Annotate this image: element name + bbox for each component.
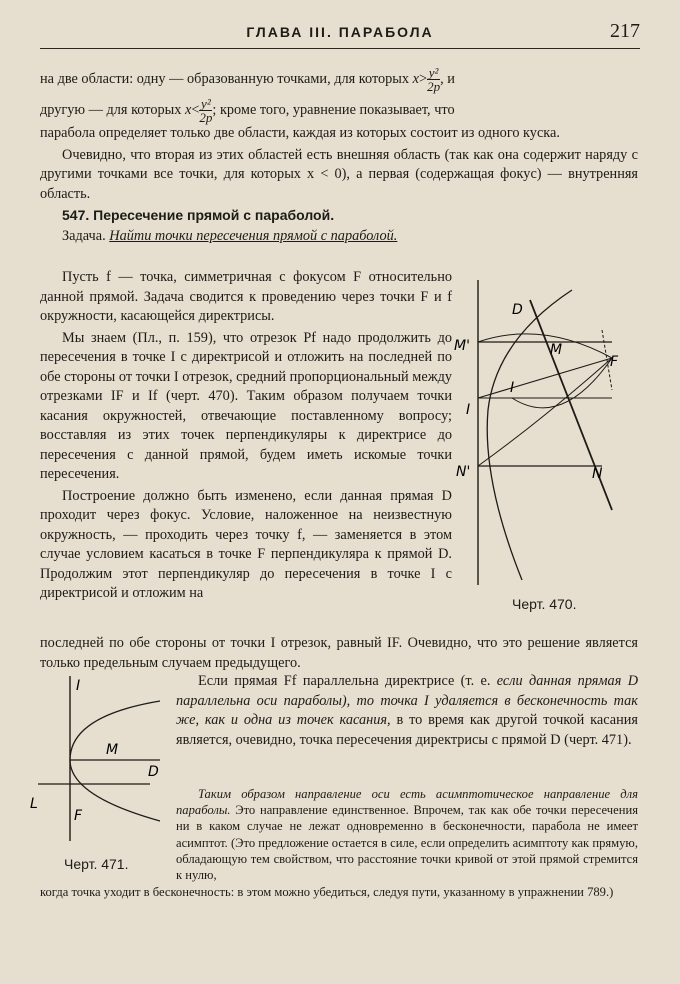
p1-line1b: и — [447, 70, 455, 87]
column-left-470 — [40, 268, 452, 604]
paragraph-2: Очевидно, что вторая из этих областей есть внешняя область (так как она содержит наряду с другими точками все точки, для которых x < 0), а первая (содержащая фокус) — внутренняя область. — [40, 146, 638, 202]
paragraph-4: Мы знаем (Пл., п. 159), что отрезок Pf надо продолжить до пересечения в точке I с директрисой и отложить на последней по обе стороны от точки I отрезок, средний пропорциональный между отрезками IF и If (черт. 470). Таким образом получаем точки касания окружностей, отвечающие поставленному вопросу; восставляя из этих точек перпендикуляры к директрисе до пересечения с данной прямой, будем иметь искомые точки пересечения. — [40, 329, 452, 482]
p1-line1a: на две области: одну — образованную точками, для которых — [40, 70, 410, 87]
p1-line2a: другую — для которых — [40, 101, 182, 118]
label-d-471: D — [148, 764, 159, 780]
task-label: Задача. — [62, 227, 106, 244]
label-i-left: I — [466, 402, 471, 418]
p6-a: Если прямая Ff параллельна директрисе (т. е. — [198, 673, 491, 689]
figure-470 — [452, 280, 652, 590]
label-l-471: L — [30, 796, 38, 812]
paragraph-5-continued — [40, 634, 638, 673]
label-m-471: M — [106, 742, 119, 758]
p1-line2b: кроме того, уравнение показывает, что — [219, 101, 455, 118]
caption-470: Черт. 470. — [512, 596, 577, 612]
page-header — [40, 18, 640, 49]
label-d: D — [512, 302, 523, 318]
section-title: 547. Пересечение прямой с параболой. — [62, 207, 335, 223]
caption-471: Черт. 471. — [64, 856, 129, 872]
segment-if — [478, 358, 612, 398]
column-right-471 — [176, 672, 638, 750]
parabola-471 — [70, 701, 160, 821]
p6-b: в то время как другой точкой касания является, очевидно, точка пересечения директрисы с прямой D (черт. 471). — [176, 712, 638, 748]
label-m-prime: M' — [454, 338, 470, 354]
paragraph-1: на две области: одну — образованную точками, для которых x> $\frac{\text{y²}}{2p}$ , и другую — для которых x< $\frac{\text{y²}}{2p}$ ; кроме того, уравнение показывает, что парабола определяет только две области, каждая из которых состоит из одного куска. Очевидно, что вторая из этих областей есть внешняя область (так как она содержит наряду с другими точками все точки, для которых x < 0), а первая (содержащая фокус) — внутренняя область. 547. Пересечение прямой с параболой. Задача. Найти точки пересечения прямой с параболой. — [40, 65, 638, 244]
paragraph-5: Построение должно быть изменено, если данная прямая D проходит через фокус. Условие, наложенное на неизвестную окружность, — проходить через точку f, — заменяется в этом случае условием касаться в точке F перпендикуляра к прямой D. Продолжим этот перпендикуляр до пересечения в точке I с директрисой и отложим на — [40, 487, 452, 601]
fraction-2: $\frac{\text{y²}}{2p}$ — [199, 96, 213, 125]
paragraph-3: Пусть f — точка, симметричная с фокусом F относительно данной прямой. Задача сводится к проведению через точки F и f окружности, касающейся директрисы. — [40, 269, 452, 324]
circle-arc-2 — [478, 358, 612, 466]
label-n: N — [592, 466, 603, 482]
label-m: M — [550, 342, 563, 358]
figure-471 — [30, 676, 170, 856]
p5-full: последней по обе стороны от точки I отрезок, равный IF. Очевидно, что это решение является только предельным случаем предыдущего. — [40, 635, 638, 671]
p1-rest: парабола определяет только две области, каждая из которых состоит из одного куска. — [40, 125, 560, 141]
fraction-1: $\frac{\text{y²}}{2p}$ — [427, 65, 441, 94]
label-n-prime: N' — [456, 464, 471, 480]
small-full: когда точка уходит в бесконечность: в этом можно убедиться, следуя пути, указанному в упражнении 789.) — [40, 885, 614, 899]
small-rest: Это направление единственное. Впрочем, так как обе точки пересечения ни в каком случае не лежат одновременно в бесконечности, парабола не имеет асимптот. (Это предложение остается в силе, если определить асимптоту как прямую, обладающую тем свойством, что расстояние точки кривой от этой прямой стремится к нулю, — [176, 803, 638, 883]
page-number: 217 — [610, 20, 640, 42]
label-i-upper: I — [510, 380, 515, 396]
label-i-471: I — [76, 678, 81, 694]
task-text: Найти точки пересечения прямой с параболой. — [109, 227, 398, 244]
small-paragraph-full — [40, 884, 638, 900]
p6-italic: если данная прямая D параллельна оси параболы), то точка I удаляется в бесконечность так же, как и одна из точек касания, — [176, 673, 639, 728]
label-f: F — [610, 354, 619, 370]
small-paragraph — [176, 786, 638, 883]
chapter-title: ГЛАВА III. ПАРАБОЛА — [246, 24, 434, 40]
small-italic: Таким образом направление оси есть асимптотическое направление для параболы. — [176, 787, 638, 818]
label-f-471: F — [74, 808, 83, 824]
